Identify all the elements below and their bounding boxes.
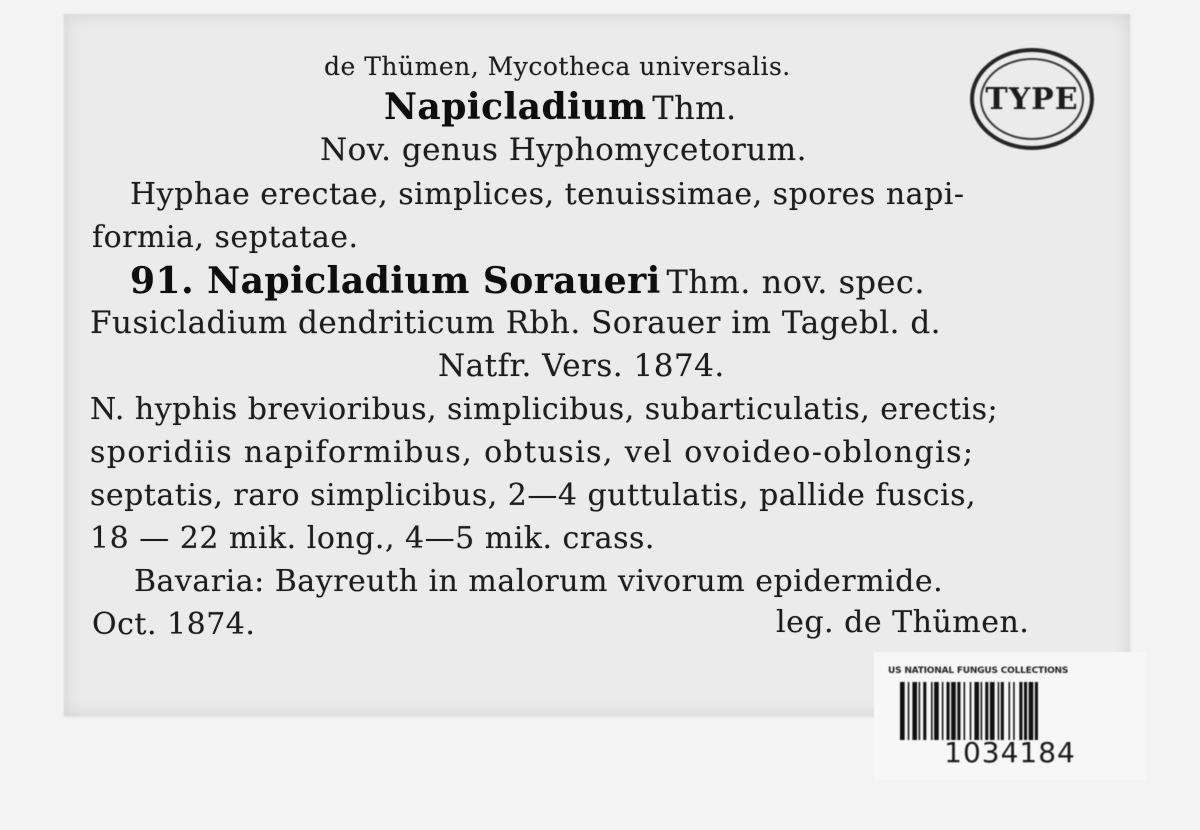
- barcode-bar: [923, 682, 926, 740]
- barcode-bar: [951, 682, 956, 740]
- barcode-bar: [1024, 682, 1027, 740]
- species-name: 91. Napicladium Soraueri: [130, 260, 661, 302]
- barcode-bar: [1013, 682, 1015, 740]
- barcode-bar: [947, 682, 950, 740]
- barcode-bar: [1019, 682, 1022, 740]
- species-author: Thm. nov. spec.: [666, 263, 926, 301]
- barcode-bar: [934, 682, 939, 740]
- genus-name: Napicladium: [384, 86, 647, 128]
- description-line-2: sporidiis napiformibus, obtusis, vel ovoideo-oblongis;: [90, 435, 975, 470]
- barcode-bar: [900, 682, 905, 740]
- label-header: de Thümen, Mycotheca universalis.: [324, 52, 791, 81]
- genus-note: Nov. genus Hyphomycetorum.: [320, 132, 808, 168]
- genus-description-line-1: Hyphae erectae, simplices, tenuissimae, spores napi-: [130, 177, 965, 212]
- barcode-bar: [919, 682, 921, 740]
- barcode-bar: [990, 682, 995, 740]
- species-title: [130, 260, 925, 302]
- barcode-bar: [964, 682, 966, 740]
- barcode-bar: [970, 682, 972, 740]
- barcode-bar: [942, 682, 944, 740]
- locality-line: Bavaria: Bayreuth in malorum vivorum epidermide.: [134, 564, 944, 599]
- barcode-bar: [957, 682, 960, 740]
- genus-author: Thm.: [652, 89, 737, 127]
- type-stamp-text: TYPE: [985, 82, 1079, 117]
- synonym-line-2: Natfr. Vers. 1874.: [438, 348, 725, 384]
- barcode-bar: [912, 682, 917, 740]
- type-stamp: [970, 48, 1094, 150]
- barcode-caption: US NATIONAL FUNGUS COLLECTIONS: [888, 666, 1069, 676]
- synonym-line-1: Fusicladium dendriticum Rbh. Sorauer im Tagebl. d.: [90, 305, 942, 341]
- barcode-bar: [931, 682, 933, 740]
- genus-description-line-2: formia, septatae.: [92, 220, 359, 255]
- barcode-bar: [1009, 682, 1011, 740]
- description-line-3: septatis, raro simplicibus, 2—4 guttulatis, pallide fuscis,: [90, 478, 977, 513]
- barcode-bar: [985, 682, 988, 740]
- genus-title: [384, 86, 737, 128]
- barcode-bars: [900, 682, 1132, 740]
- barcode-bar: [908, 682, 910, 740]
- barcode-bar: [998, 682, 1000, 740]
- description-line-4: 18 — 22 mik. long., 4—5 mik. crass.: [90, 521, 655, 556]
- barcode-bar: [1035, 682, 1038, 740]
- collection-date: Oct. 1874.: [92, 607, 256, 642]
- barcode-label: [874, 652, 1146, 780]
- barcode-number: 1034184: [944, 736, 1076, 769]
- collector: leg. de Thümen.: [776, 605, 1030, 640]
- barcode-bar: [974, 682, 979, 740]
- barcode-bar: [1029, 682, 1034, 740]
- barcode-bar: [981, 682, 983, 740]
- description-line-1: N. hyphis brevioribus, simplicibus, subarticulatis, erectis;: [90, 392, 999, 427]
- barcode-bar: [1001, 682, 1004, 740]
